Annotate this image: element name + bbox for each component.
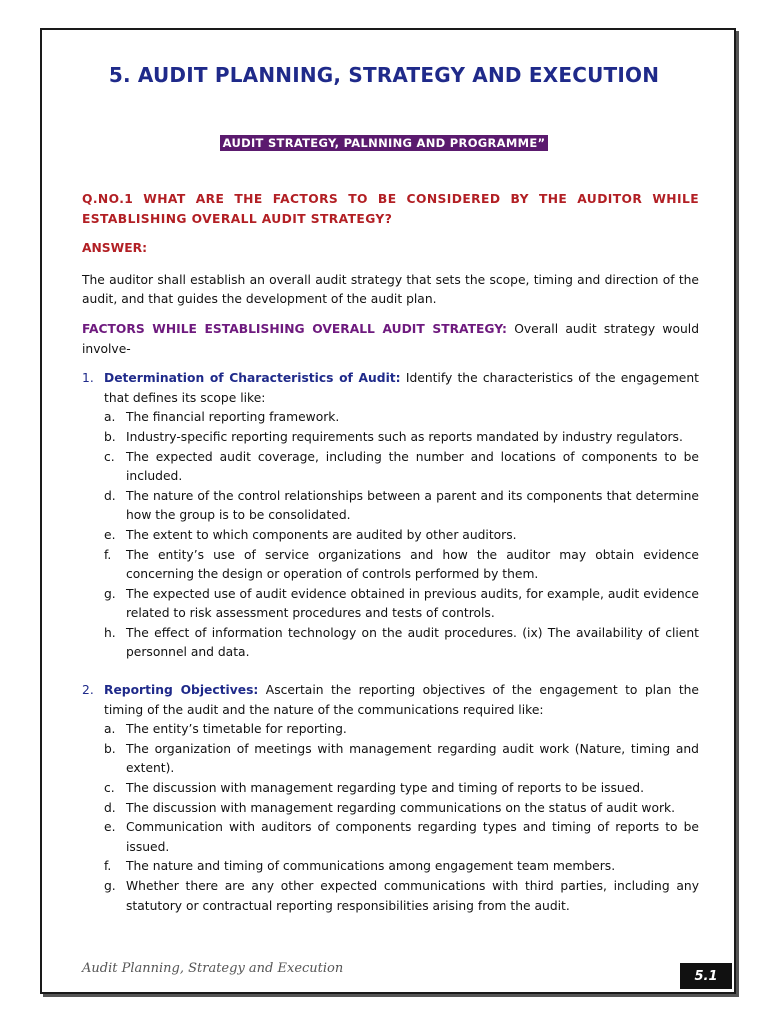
section-2-intro — [104, 681, 699, 720]
item-text: The nature of the control relationships between a parent and its components that determine how the group is to be consolidated. — [126, 488, 699, 523]
factors-label: FACTORS WHILE ESTABLISHING OVERALL AUDIT STRATEGY: — [82, 321, 507, 336]
list-item — [104, 526, 699, 546]
list-item — [104, 428, 699, 448]
section-1-intro — [104, 369, 699, 408]
section-2-heading: Reporting Objectives: — [104, 683, 259, 698]
list-item — [104, 408, 699, 428]
list-item — [104, 487, 699, 526]
item-text: The financial reporting framework. — [126, 410, 340, 425]
item-text: Industry-specific reporting requirements such as reports mandated by industry regulators. — [126, 429, 683, 444]
footer-title: Audit Planning, Strategy and Execution — [82, 961, 344, 976]
section-1-heading: Determination of Characteristics of Audit: — [104, 371, 401, 386]
answer-label: ANSWER: — [82, 241, 148, 256]
item-letter: d. — [104, 800, 116, 815]
section-2-text: Ascertain the reporting objectives of the engagement to plan the timing of the audit and the nature of the communications required like: — [104, 683, 699, 717]
factors-paragraph — [82, 320, 699, 359]
item-letter: g. — [104, 879, 116, 893]
list-item — [104, 585, 699, 624]
item-text: The entity’s timetable for reporting. — [126, 722, 347, 737]
list-item — [104, 857, 699, 877]
list-item — [104, 818, 699, 857]
section-1-text: Identify the characteristics of the engagement that defines its scope like: — [104, 371, 699, 405]
item-letter: h. — [104, 625, 116, 640]
subtitle-container — [0, 132, 768, 151]
section-2-list — [104, 720, 699, 916]
item-letter: c. — [104, 781, 115, 796]
item-text: The expected audit coverage, including the number and locations of components to be included. — [126, 449, 699, 484]
factors-text: Overall audit strategy would involve- — [82, 321, 700, 356]
list-item — [104, 720, 699, 740]
item-text: Whether there are any other expected communications with third parties, including any statutory or contractual reporting responsibilities arising from the audit. — [126, 879, 699, 913]
item-letter: a. — [104, 410, 116, 425]
item-text: The organization of meetings with management regarding audit work (Nature, timing and extent). — [126, 741, 699, 776]
item-letter: b. — [104, 741, 116, 756]
item-letter: g. — [104, 586, 116, 601]
list-item — [104, 624, 699, 663]
list-item — [104, 799, 699, 819]
section-1-number: 1. — [82, 371, 94, 386]
item-text: The discussion with management regarding communications on the status of audit work. — [126, 800, 676, 815]
item-letter: f. — [104, 859, 112, 874]
item-text: The expected use of audit evidence obtained in previous audits, for example, audit evidence related to risk assessment procedures and tests of controls. — [126, 586, 699, 621]
item-text: The extent to which components are audited by other auditors. — [126, 527, 517, 542]
item-text: Communication with auditors of components regarding types and timing of reports to be issued. — [126, 820, 699, 854]
list-item — [104, 448, 699, 487]
list-item — [104, 779, 699, 799]
list-item — [104, 877, 699, 916]
section-subtitle: AUDIT STRATEGY, PALNNING AND PROGRAMME” — [220, 135, 549, 151]
item-letter: d. — [104, 488, 116, 503]
item-letter: c. — [104, 449, 115, 464]
document-body — [82, 190, 699, 916]
section-1-list — [104, 408, 699, 663]
item-letter: f. — [104, 547, 112, 562]
item-letter: b. — [104, 429, 116, 444]
page-title: 5. AUDIT PLANNING, STRATEGY AND EXECUTION — [108, 63, 660, 87]
section-2 — [82, 681, 699, 720]
item-letter: e. — [104, 820, 116, 835]
item-letter: a. — [104, 722, 116, 737]
intro-paragraph: The auditor shall establish an overall audit strategy that sets the scope, timing and direction of the audit, and that guides the development of the audit plan. — [82, 272, 699, 307]
page-number: 5.1 — [680, 963, 732, 989]
item-text: The entity’s use of service organizations and how the auditor may obtain evidence concerning the design or operation of controls performed by them. — [126, 547, 699, 582]
item-text: The effect of information technology on the audit procedures. (ix) The availability of client personnel and data. — [126, 625, 699, 660]
list-item — [104, 740, 699, 779]
item-text: The nature and timing of communications among engagement team members. — [126, 859, 616, 874]
item-text: The discussion with management regarding type and timing of reports to be issued. — [126, 781, 644, 796]
section-2-number: 2. — [82, 683, 94, 698]
section-spacer — [82, 663, 699, 681]
list-item — [104, 546, 699, 585]
item-letter: e. — [104, 527, 116, 542]
section-1 — [82, 369, 699, 408]
question-heading: Q.NO.1 WHAT ARE THE FACTORS TO BE CONSIDERED BY THE AUDITOR WHILE ESTABLISHING OVERALL AUDIT STRATEGY? — [82, 192, 699, 226]
